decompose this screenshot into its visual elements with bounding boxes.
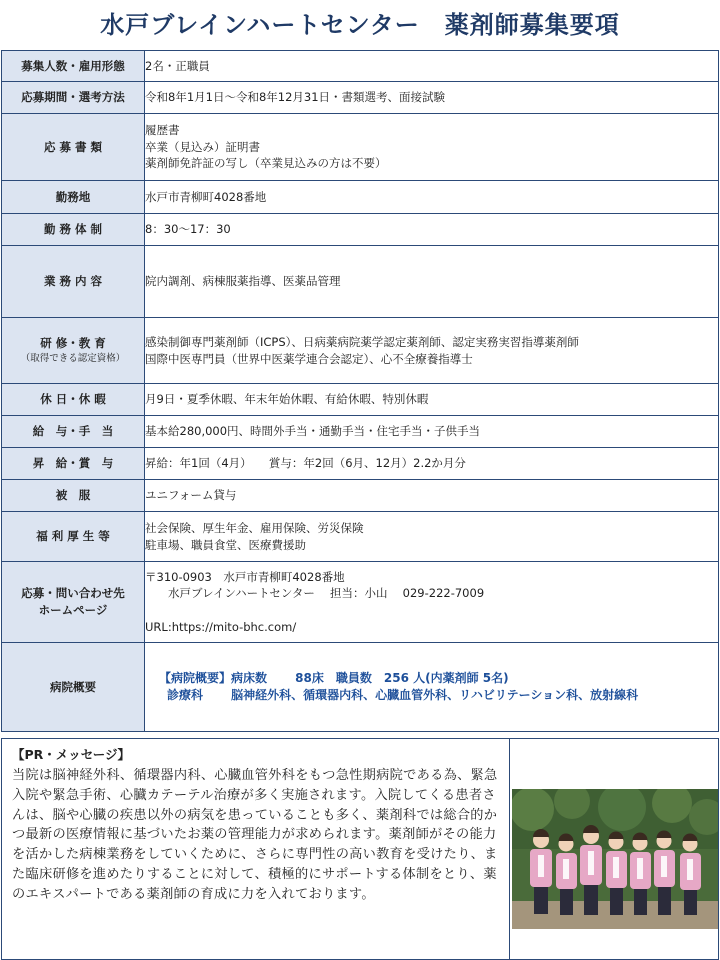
row-value [145, 480, 719, 512]
table-row [2, 82, 719, 114]
photo-area [510, 739, 718, 959]
value-line: 薬剤師免許証の写し（卒業見込みの方は不要） [145, 156, 387, 171]
table-row [2, 416, 719, 448]
row-value [145, 448, 719, 480]
table-row [2, 214, 719, 246]
row-label: 応 募 書 類 [2, 114, 145, 181]
row-value [145, 643, 719, 732]
row-label: 病院概要 [2, 643, 145, 732]
row-label: 昇 給・賞 与 [2, 448, 145, 480]
table-row [2, 562, 719, 643]
table-row [2, 512, 719, 562]
pr-text: 当院は脳神経外科、循環器内科、心臓血管外科をもつ急性期病院である為、緊急入院や緊急手術、心臓カテーテル治療が多く実施されます。入院してくる患者さんは、脳や心臓の疾患以外の病気を患っていることも多く、薬剤科では総合的かつ最新の医療情報に基づいたお薬の管理能力が求められます。薬剤師がその能力を活かした病棟業務をしていくために、さらに専門性の高い教育を受けたり、また臨床研修を進めたりすることに対して、積極的にサポートする体制をとり、薬のエキスパートである薬剤師の育成に力を入れております。 [12, 768, 498, 902]
row-label: 業 務 内 容 [2, 246, 145, 318]
row-label: 応募期間・選考方法 [2, 82, 145, 114]
value-line: 昇給：年1回（4月） 賞与：年2回（6月、12月）2.2か月分 [145, 456, 466, 471]
table-row [2, 480, 719, 512]
row-value [145, 82, 719, 114]
value-line: 月9日・夏季休暇、年末年始休暇、有給休暇、特別休暇 [145, 392, 429, 407]
row-label: 勤務地 [2, 181, 145, 214]
value-line: 水戸市青柳町4028番地 [145, 189, 267, 204]
row-label [2, 562, 145, 643]
value-line: 令和8年1月1日～令和8年12月31日・書類選考、面接試験 [145, 90, 446, 105]
table-row [2, 246, 719, 318]
row-label: 勤 務 体 制 [2, 214, 145, 246]
value-line: 感染制御専門薬剤師（ICPS）、日病薬病院薬学認定薬剤師、認定実務実習指導薬剤師 [145, 334, 579, 349]
value-line: 水戸ブレインハートセンター 担当：小山 029-222-7009 [145, 586, 485, 601]
value-line: ユニフォーム貸与 [145, 488, 237, 503]
row-label: 募集人数・雇用形態 [2, 51, 145, 82]
row-value [145, 562, 719, 643]
row-label [2, 318, 145, 384]
row-value [145, 512, 719, 562]
recruitment-table [1, 50, 719, 732]
row-value [145, 181, 719, 214]
row-label-second: ホームページ [38, 603, 108, 617]
value-line: 履歴書 [145, 122, 180, 137]
row-value [145, 416, 719, 448]
table-row [2, 318, 719, 384]
staff-group-photo [512, 789, 718, 929]
value-line: 〒310-0903 水戸市青柳町4028番地 [145, 569, 345, 584]
value-line: 2名・正職員 [145, 58, 210, 73]
value-line: 8：30～17：30 [145, 222, 231, 237]
row-label: 被 服 [2, 480, 145, 512]
value-line: 卒業（見込み）証明書 [145, 139, 260, 154]
row-label-main: 応募・問い合わせ先 [21, 586, 125, 601]
row-value [145, 384, 719, 416]
row-label: 福 利 厚 生 等 [2, 512, 145, 562]
row-value [145, 51, 719, 82]
row-label-main: 研 修・教 育 [40, 336, 106, 351]
hospital-departments: 診療科 脳神経外科、循環器内科、心臓血管外科、リハビリテーション科、放射線科 [167, 688, 639, 702]
row-value [145, 246, 719, 318]
value-line: 社会保険、厚生年金、雇用保険、労災保険 [145, 520, 364, 535]
value-line: 院内調剤、病棟服薬指導、医薬品管理 [145, 274, 341, 289]
row-value [145, 214, 719, 246]
table-row [2, 643, 719, 732]
pr-title: 【PR・メッセージ】 [12, 747, 131, 762]
table-row [2, 181, 719, 214]
pr-section [1, 738, 719, 960]
homepage-link[interactable]: URL:https://mito-bhc.com/ [145, 619, 297, 634]
pr-message [2, 739, 510, 959]
page-title: 水戸ブレインハートセンター 薬剤師募集要項 [100, 11, 620, 39]
row-value [145, 318, 719, 384]
table-row [2, 114, 719, 181]
value-line: 基本給280,000円、時間外手当・通勤手当・住宅手当・子供手当 [145, 424, 481, 439]
row-label-sub: （取得できる認定資格） [20, 352, 126, 364]
row-value [145, 114, 719, 181]
row-label: 休 日・休 暇 [2, 384, 145, 416]
row-label: 給 与・手 当 [2, 416, 145, 448]
hospital-summary: 【病院概要】病床数 88床 職員数 256 人(内薬剤師 5名) [159, 671, 509, 686]
table-row [2, 51, 719, 82]
table-row [2, 448, 719, 480]
value-line: 国際中医専門員（世界中医薬学連合会認定）、心不全療養指導士 [145, 351, 473, 366]
table-row [2, 384, 719, 416]
value-line: 駐車場、職員食堂、医療費援助 [145, 537, 306, 552]
value-line-blank [145, 602, 718, 619]
